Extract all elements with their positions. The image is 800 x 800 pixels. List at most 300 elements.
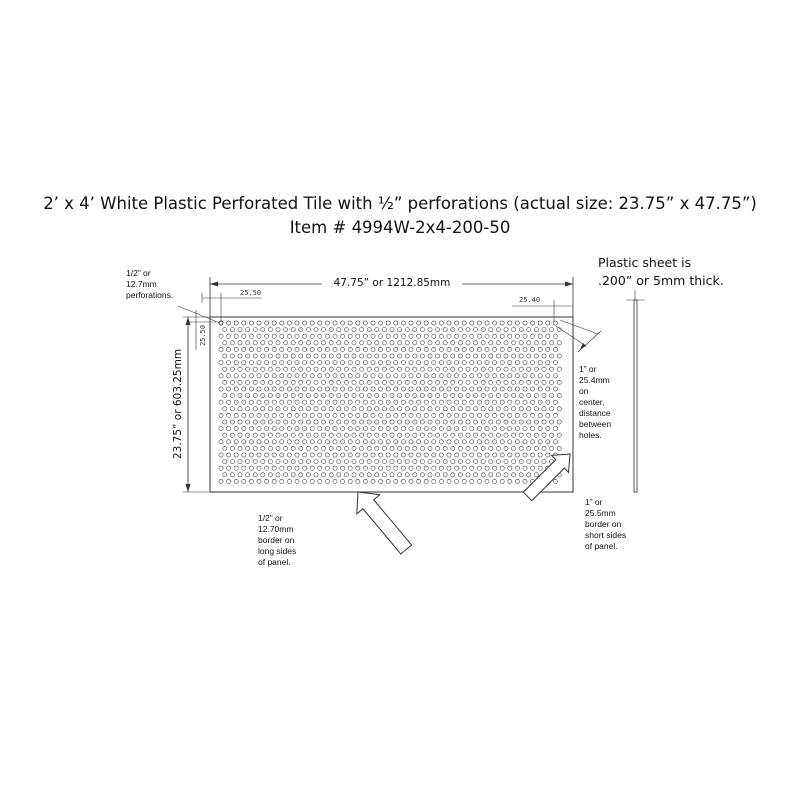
perforation-hole xyxy=(257,479,261,483)
perforation-hole xyxy=(485,453,489,457)
perforation-hole xyxy=(420,420,424,424)
perforation-hole xyxy=(276,328,280,332)
perforation-hole xyxy=(432,479,436,483)
perforation-hole xyxy=(455,453,459,457)
perforation-hole xyxy=(253,394,257,398)
perforation-hole xyxy=(474,420,478,424)
perforation-hole xyxy=(527,446,531,450)
perforation-hole xyxy=(496,380,500,384)
perforation-hole xyxy=(390,354,394,358)
perforation-hole xyxy=(253,367,257,371)
perforation-hole xyxy=(299,433,303,437)
right-offset-label: 25.40 xyxy=(519,296,541,304)
perforation-hole xyxy=(394,427,398,431)
perforation-hole xyxy=(409,374,413,378)
perforation-hole xyxy=(303,400,307,404)
perforation-hole xyxy=(344,460,348,464)
perforation-hole xyxy=(276,354,280,358)
perforation-hole xyxy=(508,387,512,391)
perforation-hole xyxy=(234,347,238,351)
perforation-hole xyxy=(485,361,489,365)
perforation-hole xyxy=(474,328,478,332)
perforation-hole xyxy=(386,413,390,417)
perforation-hole xyxy=(481,341,485,345)
perforation-hole xyxy=(325,413,329,417)
perforation-hole xyxy=(230,433,234,437)
perforation-hole xyxy=(496,341,500,345)
perforation-hole xyxy=(261,367,265,371)
perforation-hole xyxy=(284,354,288,358)
perforation-hole xyxy=(325,466,329,470)
perforation-hole xyxy=(443,380,447,384)
perforation-hole xyxy=(257,374,261,378)
perforation-hole xyxy=(470,427,474,431)
perforation-hole xyxy=(276,473,280,477)
perforation-hole xyxy=(428,394,432,398)
perforation-hole xyxy=(280,387,284,391)
perforation-hole xyxy=(265,347,269,351)
perforation-hole xyxy=(284,446,288,450)
perforation-hole xyxy=(333,440,337,444)
perforation-hole xyxy=(466,473,470,477)
perforation-hole xyxy=(322,407,326,411)
perforation-hole xyxy=(306,328,310,332)
perforation-hole xyxy=(550,367,554,371)
perforation-hole xyxy=(295,466,299,470)
perforation-hole xyxy=(432,361,436,365)
perforation-hole xyxy=(474,394,478,398)
perforation-hole xyxy=(268,394,272,398)
perforation-hole xyxy=(458,446,462,450)
perforation-hole xyxy=(417,334,421,338)
perforation-hole xyxy=(234,400,238,404)
perforation-hole xyxy=(303,321,307,325)
perforation-hole xyxy=(386,466,390,470)
perforation-hole xyxy=(352,394,356,398)
perforation-hole xyxy=(265,400,269,404)
perforation-hole xyxy=(515,453,519,457)
perforation-hole xyxy=(553,347,557,351)
perforation-hole xyxy=(360,394,364,398)
perforation-hole xyxy=(276,446,280,450)
perforation-hole xyxy=(466,354,470,358)
perforation-hole xyxy=(223,328,227,332)
perforation-hole xyxy=(500,440,504,444)
perforation-hole xyxy=(493,466,497,470)
perforation-hole xyxy=(348,453,352,457)
perforation-hole xyxy=(367,446,371,450)
perforation-hole xyxy=(424,321,428,325)
perforation-hole xyxy=(230,473,234,477)
perforation-hole xyxy=(447,400,451,404)
perforation-hole xyxy=(413,460,417,464)
perforation-hole xyxy=(474,473,478,477)
perforation-hole xyxy=(367,394,371,398)
perforation-hole xyxy=(508,347,512,351)
perforation-hole xyxy=(531,400,535,404)
perforation-hole xyxy=(417,479,421,483)
perforation-hole xyxy=(329,473,333,477)
perforation-hole xyxy=(268,328,272,332)
perforation-hole xyxy=(519,433,523,437)
perforation-hole xyxy=(341,400,345,404)
perforation-hole xyxy=(439,347,443,351)
perforation-hole xyxy=(352,420,356,424)
perforation-hole xyxy=(246,354,250,358)
perforation-hole xyxy=(318,321,322,325)
perforation-hole xyxy=(348,413,352,417)
perforation-hole xyxy=(219,427,223,431)
perforation-hole xyxy=(511,433,515,437)
perforation-hole xyxy=(401,321,405,325)
perforation-hole xyxy=(287,347,291,351)
perforation-hole xyxy=(428,460,432,464)
perforation-hole xyxy=(420,394,424,398)
perforation-hole xyxy=(295,321,299,325)
perforation-hole xyxy=(303,374,307,378)
perforation-hole xyxy=(455,427,459,431)
perforation-hole xyxy=(268,420,272,424)
perforation-hole xyxy=(477,334,481,338)
perforation-hole xyxy=(249,413,253,417)
perforation-hole xyxy=(500,387,504,391)
perforation-hole xyxy=(458,367,462,371)
perforation-hole xyxy=(447,361,451,365)
perforation-hole xyxy=(356,479,360,483)
perforation-hole xyxy=(409,321,413,325)
perforation-hole xyxy=(306,433,310,437)
perforation-hole xyxy=(496,460,500,464)
perforation-hole xyxy=(265,453,269,457)
perforation-hole xyxy=(333,361,337,365)
perforation-hole xyxy=(481,433,485,437)
perforation-hole xyxy=(238,354,242,358)
perforation-hole xyxy=(318,361,322,365)
perforation-hole xyxy=(386,400,390,404)
perforation-hole xyxy=(455,413,459,417)
perforation-hole xyxy=(527,407,531,411)
perforation-hole xyxy=(295,479,299,483)
perforation-hole xyxy=(398,380,402,384)
perforation-hole xyxy=(470,453,474,457)
perforation-hole xyxy=(493,374,497,378)
perforation-hole xyxy=(272,466,276,470)
perforation-hole xyxy=(553,427,557,431)
perforation-hole xyxy=(417,347,421,351)
perforation-hole xyxy=(337,460,341,464)
perforation-hole xyxy=(242,479,246,483)
perforation-hole xyxy=(493,361,497,365)
perforation-hole xyxy=(318,334,322,338)
perforation-hole xyxy=(527,341,531,345)
perforation-hole xyxy=(394,334,398,338)
perforation-hole xyxy=(219,440,223,444)
perforation-hole xyxy=(223,341,227,345)
perforation-hole xyxy=(371,413,375,417)
perforation-hole xyxy=(477,427,481,431)
perforation-hole xyxy=(398,354,402,358)
perforation-hole xyxy=(424,387,428,391)
perforation-hole xyxy=(500,400,504,404)
perforation-hole xyxy=(314,354,318,358)
perforation-hole xyxy=(420,328,424,332)
perforation-hole xyxy=(462,321,466,325)
perforation-hole xyxy=(493,387,497,391)
perforation-hole xyxy=(382,446,386,450)
perforation-hole xyxy=(249,440,253,444)
perforation-hole xyxy=(318,413,322,417)
perforation-hole xyxy=(303,413,307,417)
perforation-hole xyxy=(325,374,329,378)
perforation-hole xyxy=(272,361,276,365)
perforation-hole xyxy=(291,354,295,358)
perforation-hole xyxy=(257,321,261,325)
perforation-hole xyxy=(500,347,504,351)
perforation-hole xyxy=(344,446,348,450)
perforation-hole xyxy=(291,420,295,424)
perforation-hole xyxy=(462,453,466,457)
perforation-hole xyxy=(485,374,489,378)
perforation-hole xyxy=(413,328,417,332)
perforation-hole xyxy=(371,453,375,457)
perforation-hole xyxy=(451,460,455,464)
perforation-hole xyxy=(276,341,280,345)
perforation-hole xyxy=(363,387,367,391)
perforation-hole xyxy=(280,479,284,483)
perforation-hole xyxy=(504,341,508,345)
perforation-hole xyxy=(306,473,310,477)
perforation-hole xyxy=(477,374,481,378)
perforation-hole xyxy=(500,479,504,483)
perforation-hole xyxy=(470,479,474,483)
perforation-hole xyxy=(466,394,470,398)
perforation-hole xyxy=(523,321,527,325)
perforation-hole xyxy=(458,420,462,424)
perforation-hole xyxy=(314,460,318,464)
perforation-hole xyxy=(443,354,447,358)
height-label: 23.75” or 603.25mm xyxy=(172,348,184,460)
perforation-hole xyxy=(466,420,470,424)
perforation-hole xyxy=(272,321,276,325)
perforation-hole xyxy=(432,374,436,378)
perforation-hole xyxy=(337,446,341,450)
perforation-hole xyxy=(447,387,451,391)
perforation-hole xyxy=(303,440,307,444)
perforation-hole xyxy=(417,466,421,470)
perforation-hole xyxy=(333,453,337,457)
perforation-hole xyxy=(219,453,223,457)
perforation-hole xyxy=(500,427,504,431)
perforation-hole xyxy=(455,387,459,391)
perforation-hole xyxy=(511,354,515,358)
perforation-hole xyxy=(466,341,470,345)
vertical-offset-label: 25.50 xyxy=(199,324,207,346)
perforation-hole xyxy=(394,361,398,365)
perforation-hole xyxy=(405,473,409,477)
perforation-hole xyxy=(553,479,557,483)
perforation-hole xyxy=(500,321,504,325)
perforation-hole xyxy=(337,380,341,384)
perforation-hole xyxy=(337,341,341,345)
perforation-hole xyxy=(329,433,333,437)
perforation-hole xyxy=(470,374,474,378)
perforation-hole xyxy=(432,413,436,417)
perforation-hole xyxy=(291,328,295,332)
perforation-hole xyxy=(265,374,269,378)
perforation-hole xyxy=(234,453,238,457)
perforation-hole xyxy=(451,420,455,424)
perforation-hole xyxy=(276,394,280,398)
perforation-hole xyxy=(394,374,398,378)
perforation-hole xyxy=(417,427,421,431)
perforation-hole xyxy=(443,446,447,450)
perforation-hole xyxy=(424,334,428,338)
perforation-hole xyxy=(511,367,515,371)
perforation-hole xyxy=(511,473,515,477)
perforation-hole xyxy=(246,380,250,384)
perforation-hole xyxy=(477,466,481,470)
perforation-hole xyxy=(466,433,470,437)
perforation-hole xyxy=(246,367,250,371)
perforation-hole xyxy=(481,473,485,477)
perforation-hole xyxy=(238,328,242,332)
perforation-hole xyxy=(268,354,272,358)
perforation-hole xyxy=(265,440,269,444)
perforation-hole xyxy=(557,433,561,437)
perforation-hole xyxy=(299,394,303,398)
perforation-hole xyxy=(227,361,231,365)
perforation-hole xyxy=(306,354,310,358)
perforation-hole xyxy=(527,328,531,332)
perforation-hole xyxy=(508,400,512,404)
perforation-hole xyxy=(386,479,390,483)
perforation-hole xyxy=(481,380,485,384)
perforation-hole xyxy=(337,367,341,371)
perforation-hole xyxy=(413,367,417,371)
perforation-hole xyxy=(557,354,561,358)
perforation-hole xyxy=(474,407,478,411)
perforation-hole xyxy=(531,413,535,417)
perforation-hole xyxy=(329,367,333,371)
perforation-hole xyxy=(515,427,519,431)
perforation-hole xyxy=(394,453,398,457)
perforation-hole xyxy=(291,341,295,345)
perforation-hole xyxy=(238,341,242,345)
perforation-hole xyxy=(284,420,288,424)
perforation-hole xyxy=(386,427,390,431)
perforation-hole xyxy=(409,347,413,351)
perforation-hole xyxy=(344,433,348,437)
perforation-hole xyxy=(462,466,466,470)
perforation-hole xyxy=(310,440,314,444)
perforation-hole xyxy=(314,473,318,477)
perforation-hole xyxy=(401,347,405,351)
perforation-hole xyxy=(333,479,337,483)
perforation-hole xyxy=(504,407,508,411)
perforation-hole xyxy=(284,328,288,332)
short-border-arrow xyxy=(519,446,578,505)
perforation-hole xyxy=(341,361,345,365)
perforation-hole xyxy=(363,361,367,365)
perforation-hole xyxy=(242,400,246,404)
perforation-hole xyxy=(504,354,508,358)
perforation-hole xyxy=(379,440,383,444)
perforation-hole xyxy=(280,427,284,431)
perforation-hole xyxy=(379,321,383,325)
perforation-hole xyxy=(447,466,451,470)
perforation-hole xyxy=(272,374,276,378)
perforation-hole xyxy=(295,453,299,457)
perforation-hole xyxy=(515,347,519,351)
perforation-hole xyxy=(257,466,261,470)
perforation-hole xyxy=(546,374,550,378)
perforation-hole xyxy=(329,420,333,424)
perforation-hole xyxy=(295,400,299,404)
perforation-hole xyxy=(303,427,307,431)
perforation-hole xyxy=(417,321,421,325)
perforation-hole xyxy=(344,367,348,371)
perforation-hole xyxy=(310,400,314,404)
perforation-hole xyxy=(386,361,390,365)
perforation-hole xyxy=(341,413,345,417)
perforation-hole xyxy=(325,400,329,404)
perforation-hole xyxy=(455,321,459,325)
perforation-hole xyxy=(477,400,481,404)
perforation-hole xyxy=(508,374,512,378)
perforation-hole xyxy=(523,453,527,457)
perforation-hole xyxy=(230,354,234,358)
perforation-hole xyxy=(360,367,364,371)
perforation-hole xyxy=(284,394,288,398)
perforation-hole xyxy=(295,413,299,417)
perforation-hole xyxy=(436,341,440,345)
perforation-hole xyxy=(367,367,371,371)
perforation-hole xyxy=(542,433,546,437)
perforation-hole xyxy=(352,407,356,411)
perforation-hole xyxy=(531,387,535,391)
perforation-hole xyxy=(268,446,272,450)
perforation-hole xyxy=(379,361,383,365)
perforation-hole xyxy=(477,321,481,325)
perforation-hole xyxy=(318,387,322,391)
perforation-hole xyxy=(265,321,269,325)
perforation-hole xyxy=(242,453,246,457)
perforation-hole xyxy=(508,479,512,483)
perforation-hole xyxy=(542,407,546,411)
perforation-hole xyxy=(314,420,318,424)
perforation-hole xyxy=(268,341,272,345)
perforation-hole xyxy=(341,427,345,431)
perforation-hole xyxy=(314,433,318,437)
perforation-hole xyxy=(394,413,398,417)
perforation-hole xyxy=(344,328,348,332)
perforation-hole xyxy=(534,354,538,358)
perforation-hole xyxy=(303,479,307,483)
perforation-hole xyxy=(367,460,371,464)
perforation-hole xyxy=(325,334,329,338)
perforation-hole xyxy=(451,328,455,332)
perforation-hole xyxy=(227,413,231,417)
perforation-hole xyxy=(386,453,390,457)
long-border-note: 1/2” or 12.70mm border on long sides of panel. xyxy=(258,513,297,567)
perforation-hole xyxy=(310,374,314,378)
perforation-hole xyxy=(341,440,345,444)
perforation-hole xyxy=(455,374,459,378)
perforation-hole xyxy=(379,347,383,351)
perforation-hole xyxy=(257,440,261,444)
perforation-hole xyxy=(511,420,515,424)
perforation-hole xyxy=(508,361,512,365)
